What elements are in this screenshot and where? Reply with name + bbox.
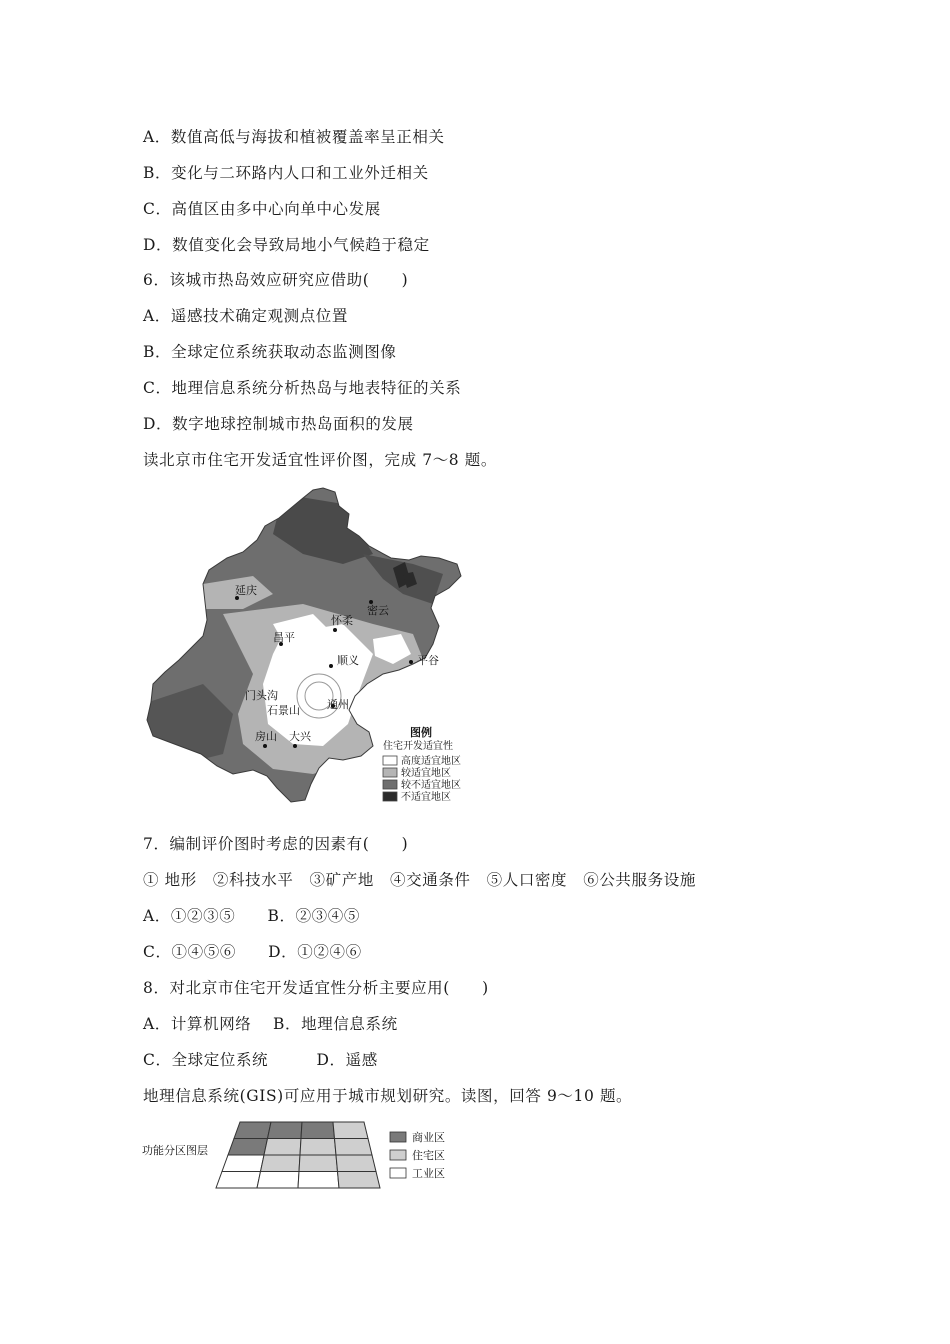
gis-legend-swatch-commercial: [390, 1132, 406, 1142]
legend-swatch-less: [383, 780, 397, 789]
q6-option-c: C．地理信息系统分析热岛与地表特征的关系: [143, 379, 462, 397]
q5-option-b: B．变化与二环路内人口和工业外迁相关: [143, 164, 429, 182]
gis-cell-r3-c0: [216, 1172, 261, 1189]
gis-legend-label-commercial: 商业区: [412, 1131, 445, 1144]
legend-label-less: 较不适宜地区: [401, 780, 461, 791]
gis-cell-r0-c0: [234, 1122, 271, 1139]
gis-legend-swatch-residential: [390, 1150, 406, 1160]
gis-cell-r3-c2: [298, 1172, 339, 1189]
q8-stem: 8．对北京市住宅开发适宜性分析主要应用( ): [143, 979, 489, 997]
gis-legend-label-residential: 住宅区: [412, 1149, 445, 1162]
q8-options-cd: C．全球定位系统 D．遥感: [143, 1051, 378, 1069]
gis-grid: [216, 1122, 380, 1188]
legend-title: 图例: [410, 726, 432, 739]
map-label-changping: 昌平: [273, 631, 295, 644]
gis-cell-r2-c0: [222, 1155, 264, 1172]
legend-swatch-fair: [383, 768, 397, 777]
gis-cell-r3-c1: [257, 1172, 299, 1189]
gis-cell-r1-c0: [228, 1139, 268, 1156]
map-label-mentougou: 门头沟: [245, 689, 278, 702]
gis-cell-r2-c2: [299, 1155, 338, 1172]
legend-subtitle: 住宅开发适宜性: [383, 741, 453, 752]
gis-cell-r2-c3: [336, 1155, 376, 1172]
map-label-pinggu: 平谷: [417, 654, 439, 667]
q7-options-cd: C．①④⑤⑥ D．①②④⑥: [143, 943, 362, 961]
gis-cell-r1-c1: [264, 1139, 301, 1156]
q6-stem: 6．该城市热岛效应研究应借助( ): [143, 271, 409, 289]
gis-cell-r1-c2: [300, 1139, 336, 1156]
beijing-suitability-map: [143, 484, 483, 806]
q7-stem: 7．编制评价图时考虑的因素有( ): [143, 835, 409, 853]
gis-legend-label-industrial: 工业区: [412, 1167, 445, 1180]
map-label-fangshan: 房山: [255, 730, 277, 743]
map-label-huairou: 怀柔: [331, 614, 353, 627]
map-legend: [383, 725, 461, 803]
q6-option-b: B．全球定位系统获取动态监测图像: [143, 343, 397, 361]
map-label-tongzhou: 通州: [327, 698, 349, 711]
q7-factors: ① 地形 ②科技水平 ③矿产地 ④交通条件 ⑤人口密度 ⑥公共服务设施: [143, 871, 696, 889]
gis-zoning-figure: [140, 1118, 470, 1194]
q6-option-d: D．数字地球控制城市热岛面积的发展: [143, 415, 414, 433]
gis-layer-label: 功能分区图层: [142, 1144, 208, 1157]
gis-cell-r0-c1: [268, 1122, 303, 1139]
map-label-daxing: 大兴: [289, 730, 311, 743]
legend-swatch-unsuitable: [383, 792, 397, 801]
gis-legend-swatch-industrial: [390, 1168, 406, 1178]
q5-option-c: C．高值区由多中心向单中心发展: [143, 200, 381, 218]
legend-swatch-high: [383, 756, 397, 765]
gis-legend: [390, 1130, 445, 1180]
map-label-yanqing: 延庆: [235, 584, 257, 597]
q5-option-d: D．数值变化会导致局地小气候趋于稳定: [143, 236, 430, 254]
huairou-marker: [333, 628, 337, 632]
legend-label-fair: 较适宜地区: [401, 768, 451, 779]
pinggu-marker: [409, 660, 413, 664]
legend-label-high: 高度适宜地区: [401, 756, 461, 767]
gis-cell-r0-c3: [333, 1122, 368, 1139]
fangshan-marker: [263, 744, 267, 748]
map-label-shijingshan: 石景山: [267, 704, 300, 717]
map-label-miyun: 密云: [367, 604, 389, 617]
gis-cell-r1-c3: [335, 1139, 373, 1156]
q7-options-ab: A．①②③⑤ B．②③④⑤: [143, 907, 360, 925]
q5-option-a: A．数值高低与海拔和植被覆盖率呈正相关: [143, 128, 445, 146]
gis-cell-r2-c1: [261, 1155, 301, 1172]
q78-intro: 读北京市住宅开发适宜性评价图，完成 7～8 题。: [143, 451, 497, 469]
legend-label-unsuitable: 不适宜地区: [401, 792, 451, 803]
gis-cell-r3-c3: [338, 1172, 381, 1189]
q910-intro: 地理信息系统(GIS)可应用于城市规划研究。读图，回答 9～10 题。: [143, 1087, 633, 1105]
shunyi-marker: [329, 664, 333, 668]
map-label-shunyi: 顺义: [337, 654, 359, 667]
q6-option-a: A．遥感技术确定观测点位置: [143, 307, 348, 325]
q8-options-ab: A．计算机网络 B．地理信息系统: [143, 1015, 398, 1033]
gis-cell-r0-c2: [301, 1122, 335, 1139]
daxing-marker: [293, 744, 297, 748]
